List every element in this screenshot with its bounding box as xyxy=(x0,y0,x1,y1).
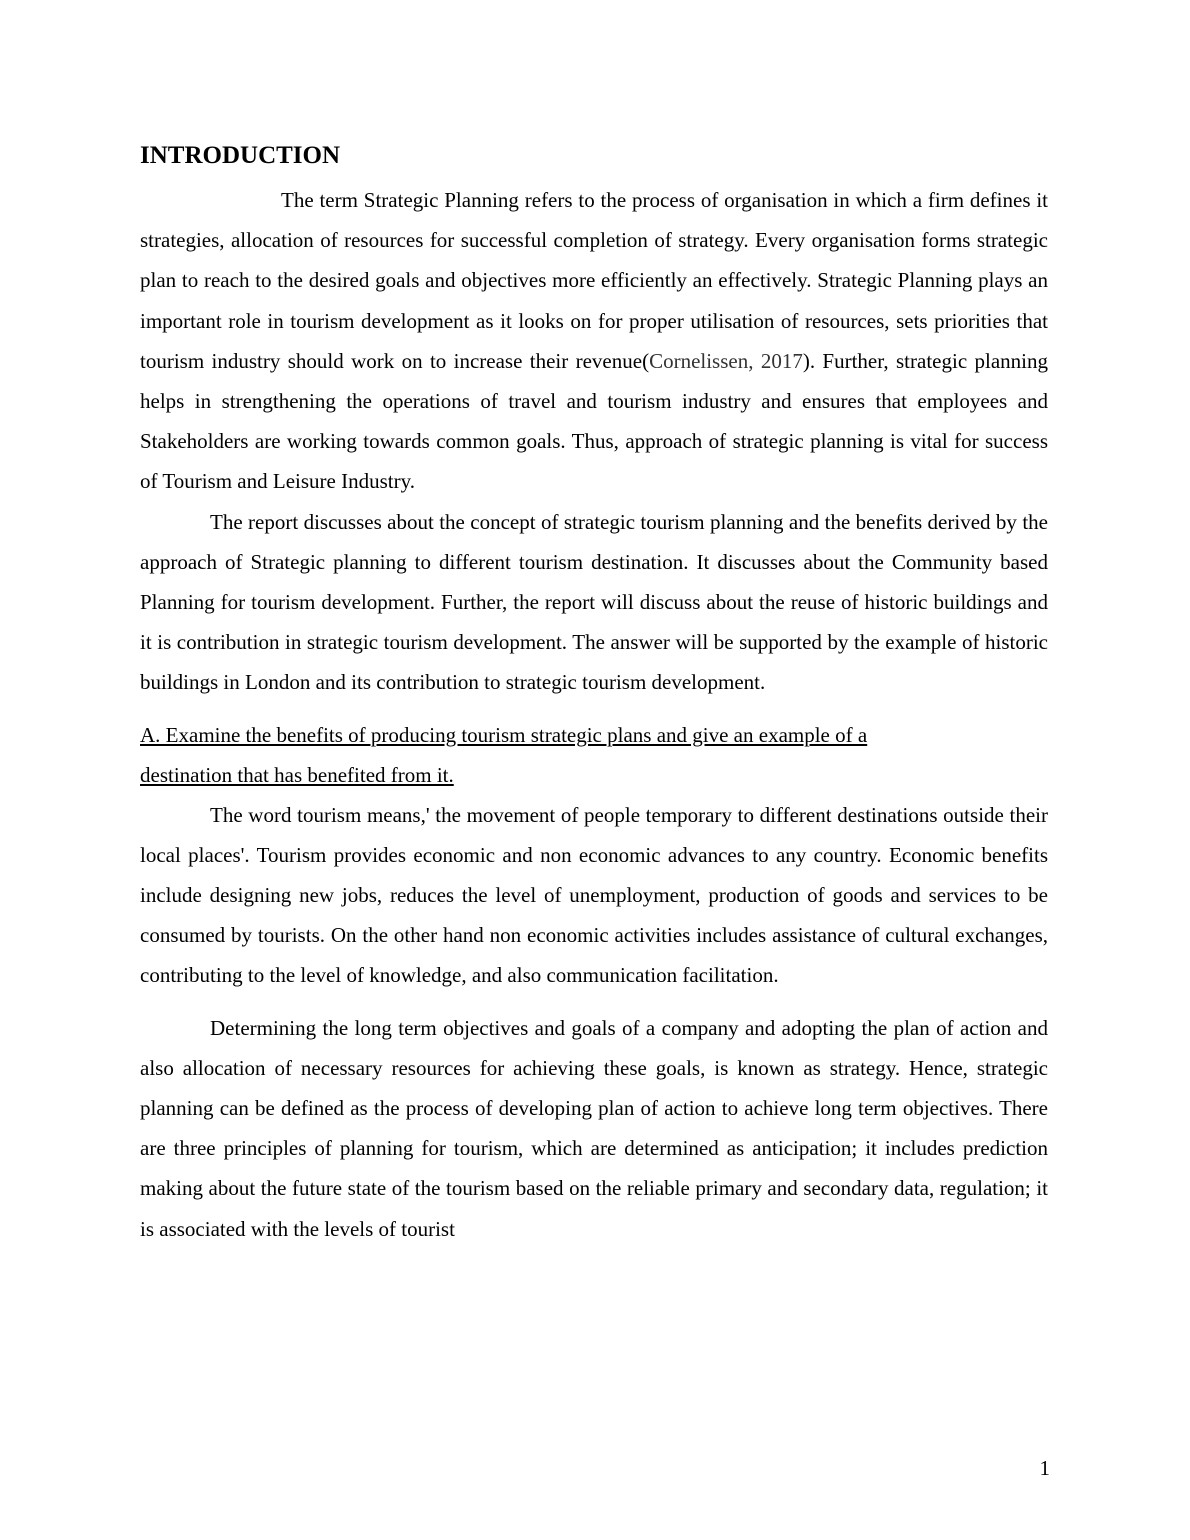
section-a-paragraph-2: Determining the long term objectives and goals of a company and adopting the plan of action and also allocation of necessary resources for achieving these goals, is known as strategy. Hence, strategic planning can be defined as the process of developing plan of action to achieve long term objectives. There are three principles of planning for tourism, which are determined as anticipation; it includes prediction making about the future state of the tourism based on the reliable primary and secondary data, regulation; it is associated with the levels of tourist xyxy=(140,1015,1048,1241)
document-page xyxy=(140,138,1048,1249)
intro-paragraph-1-text-end: ). Further, strategic planning helps in strengthening the operations of travel and tourism industry and ensures that employees and Stakeholders are working towards common goals. Thus, approach of strategic planning is vital for success of Tourism and Leisure Industry. xyxy=(140,348,1048,494)
introduction-heading: INTRODUCTION xyxy=(140,142,341,169)
page-number: 1 xyxy=(1039,1456,1050,1480)
intro-paragraph-1-text-start: The term Strategic Planning refers to the process of organisation in which a firm defines it strategies, allocation of resources for successful completion of strategy. Every organisation forms strategic plan to reach to the desired goals and objectives more efficiently an effectively. Strategic Planning plays an important role in tourism development as it looks on for proper utilisation of resources, sets priorities that tourism industry should work on to increase their revenue( xyxy=(140,188,1048,373)
section-a-paragraph-1: The word tourism means,' the movement of people temporary to different destinations outside their local places'. Tourism provides economic and non economic advances to any country. Economic benefits include designing new jobs, reduces the level of unemployment, production of goods and services to be consumed by tourists. On the other hand non economic activities includes assistance of cultural exchanges, contributing to the level of knowledge, and also communication facilitation. xyxy=(140,802,1048,988)
section-a-heading: A. Examine the benefits of producing tourism strategic plans and give an example of a destination that has benefited from it. xyxy=(140,722,868,787)
intro-paragraph-1 xyxy=(140,180,1048,502)
citation: Cornelissen, 2017 xyxy=(649,348,803,373)
intro-paragraph-2: The report discusses about the concept of strategic tourism planning and the benefits derived by the approach of Strategic planning to different tourism destination. It discusses about the Community based Planning for tourism development. Further, the report will discuss about the reuse of historic buildings and it is contribution in strategic tourism development. The answer will be supported by the example of historic buildings in London and its contribution to strategic tourism development. xyxy=(140,509,1048,695)
